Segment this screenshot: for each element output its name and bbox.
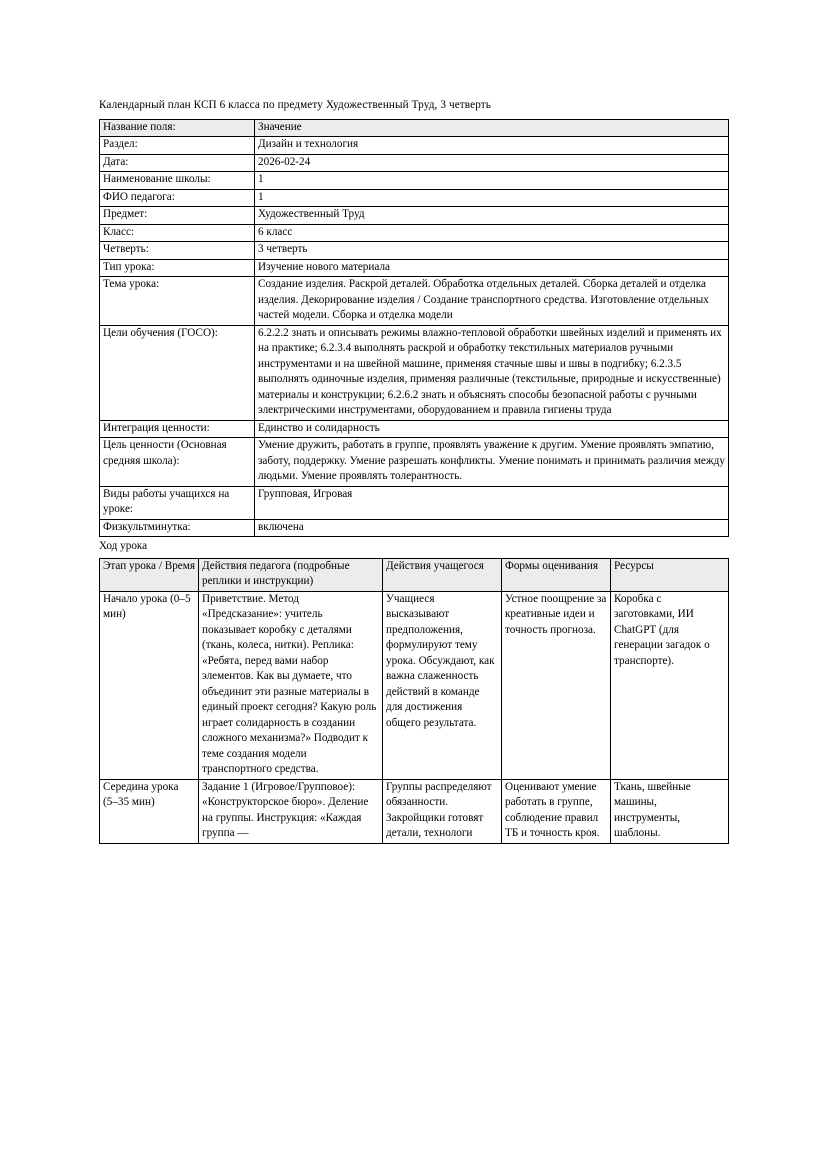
table-row [100,172,729,190]
column-header-assessment: Формы оценивания [502,558,611,591]
column-header-student-actions: Действия учащегося [383,558,502,591]
cell-stage: Начало урока (0–5 мин) [100,591,199,779]
table-row [100,591,729,779]
field-label: Четверть: [100,242,255,260]
cell-student-actions: Группы распределяют обязанности. Закройщики готовят детали, технологи [383,779,502,843]
field-value: Умение дружить, работать в группе, проявлять уважение к другим. Умение проявлять эмпатию, заботу, поддержку. Умение разрешать конфликты. Умение понимать и принимать различия между людьми. Умение проявлять толерантность. [255,438,729,487]
field-value: Дизайн и технология [255,137,729,155]
column-header-stage: Этап урока / Время [100,558,199,591]
table-row [100,519,729,537]
field-value: Групповая, Игровая [255,486,729,519]
table-row [100,420,729,438]
field-label: Интеграция ценности: [100,420,255,438]
field-value: Изучение нового материала [255,259,729,277]
table-header-row [100,558,729,591]
column-header-teacher-actions: Действия педагога (подробные реплики и инструкции) [199,558,383,591]
field-label: Цели обучения (ГОСО): [100,325,255,420]
cell-teacher-actions: Приветствие. Метод «Предсказание»: учитель показывает коробку с деталями (ткань, колеса, нитки). Реплика: «Ребята, перед вами набор элементов. Как вы думаете, что объединит эти разные материалы в единый проект сегодня? Какую роль играет солидарность в создании сложного механизма?» Подводит к теме создания модели транспортного средства. [199,591,383,779]
table-row [100,154,729,172]
lesson-info-table [99,119,729,538]
table-row [100,242,729,260]
field-label: Класс: [100,224,255,242]
lesson-flow-table [99,558,729,844]
table-row [100,207,729,225]
cell-assessment: Устное поощрение за креативные идеи и точность прогноза. [502,591,611,779]
cell-teacher-actions: Задание 1 (Игровое/Групповое): «Конструкторское бюро». Деление на группы. Инструкция: «Каждая группа — [199,779,383,843]
table-row [100,259,729,277]
table-row [100,438,729,487]
column-header-value: Значение [255,119,729,137]
table-row [100,137,729,155]
page-bottom-margin [0,1092,827,1170]
table-row [100,277,729,326]
field-label: Раздел: [100,137,255,155]
field-label: Виды работы учащихся на уроке: [100,486,255,519]
field-label: Тип урока: [100,259,255,277]
field-value: Единство и солидарность [255,420,729,438]
field-value: 6 класс [255,224,729,242]
cell-assessment: Оценивают умение работать в группе, соблюдение правил ТБ и точность кроя. [502,779,611,843]
field-label: Наименование школы: [100,172,255,190]
cell-resources: Ткань, швейные машины, инструменты, шаблоны. [611,779,729,843]
field-value: включена [255,519,729,537]
field-label: Предмет: [100,207,255,225]
table-row [100,189,729,207]
table-row [100,779,729,843]
field-label: ФИО педагога: [100,189,255,207]
field-value: 2026-02-24 [255,154,729,172]
cell-student-actions: Учащиеся высказывают предположения, формулируют тему урока. Обсуждают, как важна слаженность действий в команде для достижения общего результата. [383,591,502,779]
cell-stage: Середина урока (5–35 мин) [100,779,199,843]
lesson-flow-heading: Ход урока [99,540,148,552]
table-row [100,325,729,420]
table-row [100,486,729,519]
table-header-row [100,119,729,137]
field-value: 6.2.2.2 знать и описывать режимы влажно-тепловой обработки швейных изделий и применять их на практике; 6.2.3.4 выполнять раскрой и обработку текстильных материалов ручными инструментами и на швейной машине, применяя стачные швы и швы в подгибку; 6.2.3.5 выполнять одиночные изделия, применяя различные (текстильные, природные и искусственные) материалы и конструкции; 6.2.6.2 знать и объяснять способы безопасной работы с ручными электрическими инструментами, оборудованием и правила гигиены труда [255,325,729,420]
field-value: 1 [255,172,729,190]
field-value: Художественный Труд [255,207,729,225]
column-header-resources: Ресурсы [611,558,729,591]
field-value: 1 [255,189,729,207]
field-value: 3 четверть [255,242,729,260]
field-label: Физкультминутка: [100,519,255,537]
field-label: Цель ценности (Основная средняя школа): [100,438,255,487]
column-header-field: Название поля: [100,119,255,137]
field-label: Дата: [100,154,255,172]
table-row [100,224,729,242]
page-title: Календарный план КСП 6 класса по предмету Художественный Труд, 3 четверть [99,99,491,111]
document-content [99,98,728,844]
cell-resources: Коробка с заготовками, ИИ ChatGPT (для генерации загадок о транспорте). [611,591,729,779]
field-label: Тема урока: [100,277,255,326]
field-value: Создание изделия. Раскрой деталей. Обработка отдельных деталей. Сборка деталей и отделка изделия. Декорирование изделия / Создание транспортного средства. Изготовление отдельных частей модели. Сборка и отделка модели [255,277,729,326]
